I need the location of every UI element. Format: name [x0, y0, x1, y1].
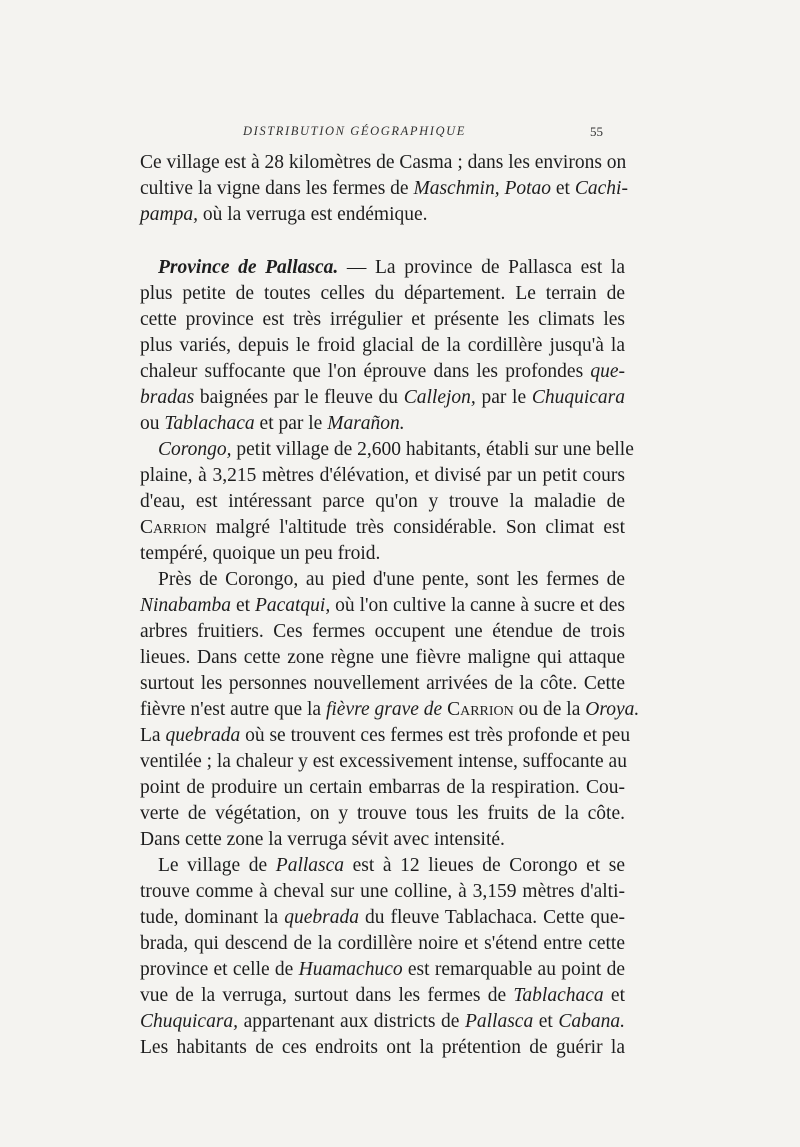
text-line: fièvre n'est autre que la fièvre grave de Carrion ou de la Oroya.: [140, 699, 640, 720]
text-line: Les habitants de ces endroits ont la prétention de guérir la: [140, 1037, 625, 1058]
text-line: province et celle de Huamachuco est remarquable au point de: [140, 959, 626, 980]
text-line: Le village de Pallasca est à 12 lieues de Corongo et se: [158, 855, 625, 876]
text-line: cette province est très irrégulier et présente les climats les: [140, 309, 625, 330]
text-line: tempéré, quoique un peu froid.: [140, 543, 381, 564]
text-line: surtout les personnes nouvellement arrivées de la côte. Cette: [140, 673, 625, 694]
text-line: Province de Pallasca. — La province de Pallasca est la: [158, 257, 625, 278]
text-line: plus variés, depuis le froid glacial de la cordillère jusqu'à la: [140, 335, 625, 356]
text-line: plaine, à 3,215 mètres d'élévation, et divisé par un petit cours: [140, 465, 625, 486]
text-line: La quebrada où se trouvent ces fermes est très profonde et peu: [140, 725, 631, 746]
text-line: vue de la verruga, surtout dans les fermes de Tablachaca et: [140, 985, 625, 1006]
text-line: chaleur suffocante que l'on éprouve dans les profondes que-: [140, 361, 625, 382]
text-line: trouve comme à cheval sur une colline, à 3,159 mètres d'alti-: [140, 881, 625, 902]
text-line: ventilée ; la chaleur y est excessivement intense, suffocante au: [140, 751, 627, 772]
text-line: Corongo, petit village de 2,600 habitants, établi sur une belle: [158, 439, 634, 460]
text-line: bradas baignées par le fleuve du Callejon, par le Chuquicara: [140, 387, 625, 408]
running-title: DISTRIBUTION GÉOGRAPHIQUE: [243, 124, 466, 138]
text-line: verte de végétation, on y trouve tous les fruits de la côte.: [140, 803, 625, 824]
text-line: tude, dominant la quebrada du fleuve Tablachaca. Cette que-: [140, 907, 625, 928]
text-line: d'eau, est intéressant parce qu'on y trouve la maladie de: [140, 491, 625, 512]
text-line: Dans cette zone la verruga sévit avec intensité.: [140, 829, 505, 850]
text-line: Carrion malgré l'altitude très considérable. Son climat est: [140, 517, 625, 538]
text-line: brada, qui descend de la cordillère noire et s'étend entre cette: [140, 933, 625, 954]
text-line: plus petite de toutes celles du département. Le terrain de: [140, 283, 625, 304]
page-number: 55: [590, 124, 603, 139]
text-line: ou Tablachaca et par le Marañon.: [140, 413, 405, 434]
text-line: lieues. Dans cette zone règne une fièvre maligne qui attaque: [140, 647, 625, 668]
text-line: Ninabamba et Pacatqui, où l'on cultive la canne à sucre et des: [140, 595, 625, 616]
text-line: Ce village est à 28 kilomètres de Casma ; dans les environs on: [140, 152, 627, 173]
text-line: point de produire un certain embarras de la respiration. Cou-: [140, 777, 625, 798]
text-line: Chuquicara, appartenant aux districts de Pallasca et Cabana.: [140, 1011, 625, 1032]
text-line: Près de Corongo, au pied d'une pente, sont les fermes de: [158, 569, 625, 590]
text-line: pampa, où la verruga est endémique.: [140, 204, 428, 225]
text-line: cultive la vigne dans les fermes de Maschmin, Potao et Cachi-: [140, 178, 628, 199]
text-line: arbres fruitiers. Ces fermes occupent une étendue de trois: [140, 621, 625, 642]
